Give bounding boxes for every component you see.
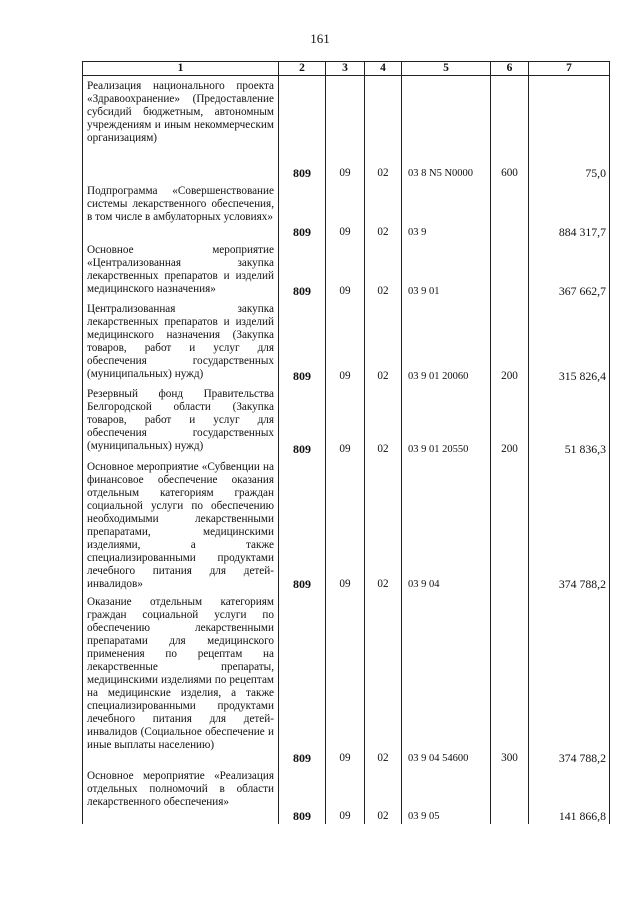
row-section: 09 bbox=[339, 751, 351, 764]
row-subsection: 02 bbox=[377, 284, 389, 297]
row-type: 200 bbox=[501, 369, 518, 382]
row-amount: 141 866,8 bbox=[558, 808, 606, 823]
row-name: Основное мероприятие «Реализация отдельных полномочий в области лекарственного обеспечения» bbox=[83, 766, 279, 824]
row-code: 809 bbox=[293, 224, 311, 239]
row-code: 809 bbox=[293, 283, 311, 298]
row-name: Оказание отдельным категориям граждан социальной услуги по обеспечению лекарственными препаратами для медицинского применения по рецептам на лекарственные препараты, медицинскими изделиями по рецептам на медицинские изделия, а также специализированными продуктами лечебного питания для детей-инвалидов (Социальное обеспечение и иные выплаты населению) bbox=[83, 592, 279, 766]
row-type bbox=[491, 823, 528, 824]
row-code: 809 bbox=[293, 165, 311, 180]
row-code: 809 bbox=[293, 368, 311, 383]
row-target: 03 9 01 bbox=[408, 285, 440, 297]
row-name: Централизованная закупка лекарственных препаратов и изделий медицинского назначения (Закупка товаров, работ и услуг для обеспечения государственных (муниципальных) нужд) bbox=[83, 299, 279, 384]
column-header: 2 bbox=[279, 62, 326, 76]
row-target: 03 9 04 54600 bbox=[408, 752, 469, 764]
row-type: 300 bbox=[501, 751, 518, 764]
row-name: Резервный фонд Правительства Белгородской области (Закупка товаров, работ и услуг для обеспечения государственных (муниципальных) нужд) bbox=[83, 384, 279, 457]
row-code: 809 bbox=[293, 576, 311, 591]
row-amount: 884 317,7 bbox=[558, 224, 606, 239]
column-header: 1 bbox=[83, 62, 279, 76]
row-section: 09 bbox=[339, 369, 351, 382]
row-subsection: 02 bbox=[377, 577, 389, 590]
row-subsection: 02 bbox=[377, 225, 389, 238]
table-row bbox=[83, 384, 610, 457]
budget-table bbox=[82, 61, 610, 824]
table-row bbox=[83, 766, 610, 824]
row-section: 09 bbox=[339, 166, 351, 179]
row-target: 03 9 04 bbox=[408, 578, 440, 590]
row-target: 03 8 N5 N0000 bbox=[408, 167, 474, 179]
row-amount: 374 788,2 bbox=[558, 750, 606, 765]
row-subsection: 02 bbox=[377, 442, 389, 455]
row-subsection: 02 bbox=[377, 166, 389, 179]
column-header: 4 bbox=[365, 62, 402, 76]
row-target: 03 9 05 bbox=[408, 810, 440, 822]
row-section: 09 bbox=[339, 577, 351, 590]
row-section: 09 bbox=[339, 225, 351, 238]
column-header: 7 bbox=[529, 62, 610, 76]
row-section: 09 bbox=[339, 442, 351, 455]
row-amount: 75,0 bbox=[585, 165, 606, 180]
row-target: 03 9 01 20550 bbox=[408, 443, 469, 455]
row-code: 809 bbox=[293, 750, 311, 765]
row-name: Реализация национального проекта «Здравоохранение» (Предоставление субсидий бюджетным, автономным учреждениям и иным некоммерческим организациям) bbox=[83, 76, 279, 181]
row-amount: 51 836,3 bbox=[564, 441, 606, 456]
column-header: 3 bbox=[326, 62, 365, 76]
row-amount: 374 788,2 bbox=[558, 576, 606, 591]
row-name: Основное мероприятие «Субвенции на финансовое обеспечение оказания отдельным категориям граждан социальной услуги по обеспечению необходимыми лекарственными препаратами, медицинскими изделиями, а также специализированными продуктами лечебного питания для детей-инвалидов» bbox=[83, 457, 279, 592]
table-row bbox=[83, 592, 610, 766]
row-code: 809 bbox=[293, 441, 311, 456]
table-row bbox=[83, 76, 610, 181]
row-code: 809 bbox=[293, 808, 311, 823]
row-name: Основное мероприятие «Централизованная закупка лекарственных препаратов и изделий медицинского назначения» bbox=[83, 240, 279, 299]
page-number: 161 bbox=[310, 31, 330, 46]
row-type: 200 bbox=[501, 442, 518, 455]
row-subsection: 02 bbox=[377, 751, 389, 764]
row-target: 03 9 01 20060 bbox=[408, 370, 469, 382]
table-header-row bbox=[83, 62, 610, 76]
row-subsection: 02 bbox=[377, 369, 389, 382]
row-amount: 315 826,4 bbox=[558, 368, 606, 383]
table-row bbox=[83, 181, 610, 240]
table-row bbox=[83, 457, 610, 592]
table-row bbox=[83, 299, 610, 384]
row-section: 09 bbox=[339, 809, 351, 822]
row-target: 03 9 bbox=[408, 226, 427, 238]
row-amount: 367 662,7 bbox=[558, 283, 606, 298]
row-subsection: 02 bbox=[377, 809, 389, 822]
column-header: 6 bbox=[491, 62, 529, 76]
row-name: Подпрограмма «Совершенствование системы лекарственного обеспечения, в том числе в амбулаторных условиях» bbox=[83, 181, 279, 240]
row-type: 600 bbox=[501, 166, 518, 179]
row-section: 09 bbox=[339, 284, 351, 297]
table-row bbox=[83, 240, 610, 299]
column-header: 5 bbox=[402, 62, 491, 76]
